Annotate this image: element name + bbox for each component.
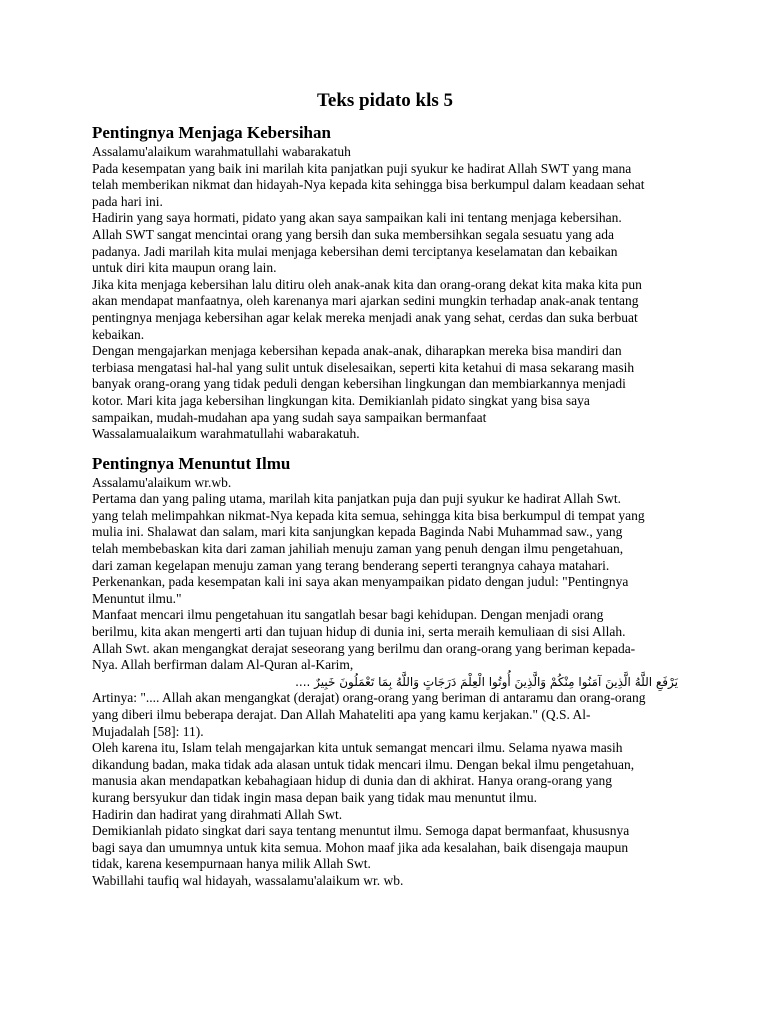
body-paragraph: Dengan mengajarkan menjaga kebersihan kepada anak-anak, diharapkan mereka bisa mandiri dan terbiasa mengatasi hal-hal yang sulit untuk diselesaikan, seperti kita ketahui di masa sekarang masih banyak orang-orang yang tidak peduli dengan kebersihan lingkungan dan membiarkannya menjadi kotor. Mari kita jaga kebersihan lingkungan kita. Demikianlah pidato singkat yang bisa saya sampaikan, mudah-mudahan apa yang sudah saya sampaikan bermanfaat xyxy=(92,343,635,425)
body-paragraph: Hadirin dan hadirat yang dirahmati Allah Swt. xyxy=(92,806,343,822)
closing-paragraph: Wabillahi taufiq wal hidayah, wassalamu'alaikum wr. wb. xyxy=(92,872,404,888)
greeting-paragraph: Assalamu'alaikum warahmatullahi wabarakatuh xyxy=(92,144,351,159)
closing-paragraph: Wassalamualaikum warahmatullahi wabarakatuh. xyxy=(92,426,360,442)
document-title: Teks pidato kls 5 xyxy=(316,90,454,111)
section-heading: Pentingnya Menjaga Kebersihan xyxy=(92,123,331,142)
section-kebersihan xyxy=(92,122,678,443)
body-paragraph: Demikianlah pidato singkat dari saya tentang menuntut ilmu. Semoga dapat bermanfaat, khususnya bagi saya dan umumnya untuk kita semua. Mohon maaf jika ada kesalahan, baik disengaja maupun tidak, karena kesempurnaan hanya milik Allah Swt. xyxy=(92,823,630,872)
body-paragraph: Perkenankan, pada kesempatan kali ini saya akan menyampaikan pidato dengan judul: "Pentingnya Menuntut ilmu." xyxy=(92,574,629,606)
body-paragraph: Jika kita menjaga kebersihan lalu ditiru oleh anak-anak kita dan orang-orang dekat kita maka kita pun akan mendapat manfaatnya, oleh karenanya mari ajarkan sedini mungkin terhadap anak-anak tentang pentingnya menjaga kebersihan agar kelak mereka menjadi anak yang sehat, cerdas dan suka berbuat kebaikan. xyxy=(92,276,642,342)
section-heading: Pentingnya Menuntut Ilmu xyxy=(92,453,291,473)
body-paragraph: Pertama dan yang paling utama, marilah kita panjatkan puja dan puji syukur ke hadirat Allah Swt. yang telah melimpahkan nikmat-Nya kepada kita semua, sehingga kita bisa berkumpul di tempat yang mulia ini. Shalawat dan salam, mari kita sanjungkan kepada Baginda Nabi Muhammad saw., yang telah membebaskan kita dari zaman jahiliah menuju zaman yang penuh dengan ilmu pengetahuan, dari zaman kegelapan menuju zaman yang terang benderang seperti terangnya cahaya matahari. xyxy=(92,491,645,573)
section-menuntut-ilmu xyxy=(92,453,678,890)
body-paragraph: Oleh karena itu, Islam telah mengajarkan kita untuk semangat mencari ilmu. Selama nyawa masih dikandung badan, maka tidak ada alasan untuk tidak mencari ilmu. Dengan bekal ilmu pengetahuan, manusia akan mendapatkan kebahagiaan hidup di dunia dan di akhirat. Hanya orang-orang yang kurang bersyukur dan tidak ingin masa depan baik yang tidak mau menuntut ilmu. xyxy=(92,740,635,805)
body-paragraph: Hadirin yang saya hormati, pidato yang akan saya sampaikan kali ini tentang menjaga kebersihan. Allah SWT sangat mencintai orang yang bersih dan suka membersihkan segala sesuatu yang ada padanya. Jadi marilah kita mulai menjaga kebersihan demi terciptanya keselamatan dan kebaikan untuk diri kita maupun orang lain. xyxy=(92,210,622,276)
arabic-verse: يَرْفَعِ اللَّهُ الَّذِينَ آمَنُوا مِنْكُمْ وَالَّذِينَ أُوتُوا الْعِلْمَ دَرَجَاتٍ وَاللَّهُ بِمَا تَعْمَلُونَ خَبِيرٌ .... xyxy=(295,674,678,689)
body-paragraph: Manfaat mencari ilmu pengetahuan itu sangatlah besar bagi kehidupan. Dengan menjadi orang berilmu, kita akan mengerti arti dan tujuan hidup di dunia ini, serta meraih kemuliaan di sisi Allah. Allah Swt. akan mengangkat derajat seseorang yang berilmu dan orang-orang yang beriman kepada- Nya. Allah berfirman dalam Al-Quran al-Karim, xyxy=(92,607,636,673)
translation-paragraph: Artinya: ".... Allah akan mengangkat (derajat) orang-orang yang beriman di antaramu dan orang-orang yang diberi ilmu beberapa derajat. Dan Allah Mahateliti apa yang kamu kerjakan." (Q.S. Al- Mujadalah [58]: 11). xyxy=(92,690,646,739)
document-page xyxy=(92,88,678,890)
greeting-paragraph: Assalamu'alaikum wr.wb. xyxy=(92,474,232,490)
body-paragraph: Pada kesempatan yang baik ini marilah kita panjatkan puji syukur ke hadirat Allah SWT yang mana telah memberikan nikmat dan hidayah-Nya kepada kita sehingga bisa berkumpul dalam keadaan sehat pada hari ini. xyxy=(92,160,645,209)
